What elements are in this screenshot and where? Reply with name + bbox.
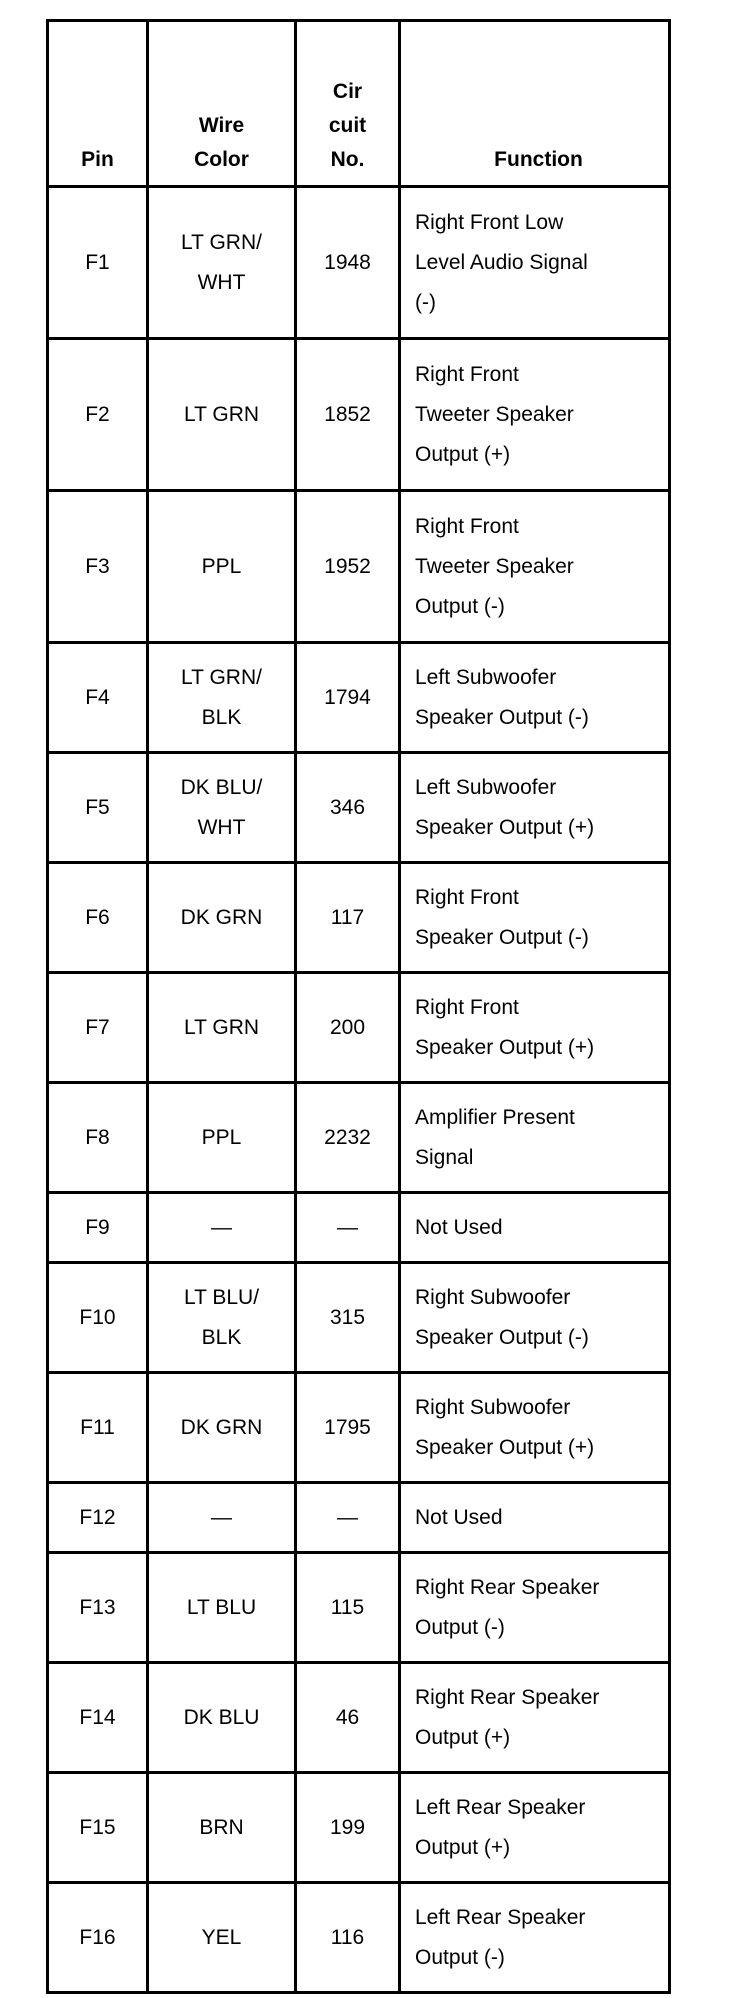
table-row: [48, 643, 670, 753]
connector-pinout-table: [46, 19, 671, 1994]
table-row: [48, 1663, 670, 1773]
wire-color-cell: —: [148, 1193, 296, 1263]
circuit-no-cell: 115: [296, 1553, 400, 1663]
circuit-no-cell: 1952: [296, 491, 400, 643]
pin-cell: F16: [48, 1883, 148, 1993]
pin-cell: F9: [48, 1193, 148, 1263]
wire-color-cell: DK GRN: [148, 863, 296, 973]
pin-cell: F4: [48, 643, 148, 753]
pin-cell: F13: [48, 1553, 148, 1663]
wire-color-cell: LT GRN/ WHT: [148, 187, 296, 339]
pin-cell: F2: [48, 339, 148, 491]
function-cell: Left Subwoofer Speaker Output (+): [400, 753, 670, 863]
function-cell: Right Front Speaker Output (-): [400, 863, 670, 973]
pin-cell: F6: [48, 863, 148, 973]
wire-color-cell: PPL: [148, 1083, 296, 1193]
header-wire-color: Wire Color: [148, 21, 296, 187]
function-cell: Amplifier Present Signal: [400, 1083, 670, 1193]
wire-color-cell: PPL: [148, 491, 296, 643]
function-cell: Right Front Tweeter Speaker Output (+): [400, 339, 670, 491]
wire-color-cell: DK BLU: [148, 1663, 296, 1773]
pin-cell: F7: [48, 973, 148, 1083]
function-cell: Right Front Tweeter Speaker Output (-): [400, 491, 670, 643]
circuit-no-cell: —: [296, 1483, 400, 1553]
pin-cell: F3: [48, 491, 148, 643]
circuit-no-cell: 2232: [296, 1083, 400, 1193]
circuit-no-cell: 116: [296, 1883, 400, 1993]
pin-cell: F14: [48, 1663, 148, 1773]
function-cell: Not Used: [400, 1193, 670, 1263]
wire-color-cell: LT GRN: [148, 339, 296, 491]
pin-cell: F1: [48, 187, 148, 339]
header-pin: Pin: [48, 21, 148, 187]
circuit-no-cell: 1852: [296, 339, 400, 491]
pin-cell: F8: [48, 1083, 148, 1193]
circuit-no-cell: 200: [296, 973, 400, 1083]
wire-color-cell: LT GRN/ BLK: [148, 643, 296, 753]
wire-color-cell: LT BLU/ BLK: [148, 1263, 296, 1373]
wire-color-cell: BRN: [148, 1773, 296, 1883]
table-row: [48, 1263, 670, 1373]
circuit-no-cell: 346: [296, 753, 400, 863]
wire-color-cell: DK GRN: [148, 1373, 296, 1483]
table-row: [48, 187, 670, 339]
pin-cell: F10: [48, 1263, 148, 1373]
header-function: Function: [400, 21, 670, 187]
table-row: [48, 1483, 670, 1553]
table-row: [48, 973, 670, 1083]
pin-cell: F5: [48, 753, 148, 863]
table-row: [48, 1773, 670, 1883]
function-cell: Left Rear Speaker Output (+): [400, 1773, 670, 1883]
wire-color-cell: LT BLU: [148, 1553, 296, 1663]
circuit-no-cell: 1794: [296, 643, 400, 753]
wire-color-cell: —: [148, 1483, 296, 1553]
wire-color-cell: LT GRN: [148, 973, 296, 1083]
table-row: [48, 339, 670, 491]
table-row: [48, 1373, 670, 1483]
circuit-no-cell: 1795: [296, 1373, 400, 1483]
function-cell: Right Rear Speaker Output (-): [400, 1553, 670, 1663]
circuit-no-cell: 1948: [296, 187, 400, 339]
table-body: [48, 187, 670, 1993]
function-cell: Right Front Speaker Output (+): [400, 973, 670, 1083]
pin-cell: F15: [48, 1773, 148, 1883]
table-row: [48, 863, 670, 973]
circuit-no-cell: 46: [296, 1663, 400, 1773]
circuit-no-cell: 315: [296, 1263, 400, 1373]
function-cell: Left Subwoofer Speaker Output (-): [400, 643, 670, 753]
wire-color-cell: YEL: [148, 1883, 296, 1993]
function-cell: Not Used: [400, 1483, 670, 1553]
pin-cell: F11: [48, 1373, 148, 1483]
table-row: [48, 1193, 670, 1263]
table-row: [48, 1083, 670, 1193]
pin-cell: F12: [48, 1483, 148, 1553]
function-cell: Right Subwoofer Speaker Output (-): [400, 1263, 670, 1373]
header-row: [48, 21, 670, 187]
circuit-no-cell: 199: [296, 1773, 400, 1883]
circuit-no-cell: —: [296, 1193, 400, 1263]
table-row: [48, 1553, 670, 1663]
function-cell: Right Rear Speaker Output (+): [400, 1663, 670, 1773]
circuit-no-cell: 117: [296, 863, 400, 973]
table-row: [48, 491, 670, 643]
function-cell: Right Front Low Level Audio Signal (-): [400, 187, 670, 339]
function-cell: Right Subwoofer Speaker Output (+): [400, 1373, 670, 1483]
wire-color-cell: DK BLU/ WHT: [148, 753, 296, 863]
table-row: [48, 1883, 670, 1993]
header-circuit-no: Cir cuit No.: [296, 21, 400, 187]
table-row: [48, 753, 670, 863]
function-cell: Left Rear Speaker Output (-): [400, 1883, 670, 1993]
